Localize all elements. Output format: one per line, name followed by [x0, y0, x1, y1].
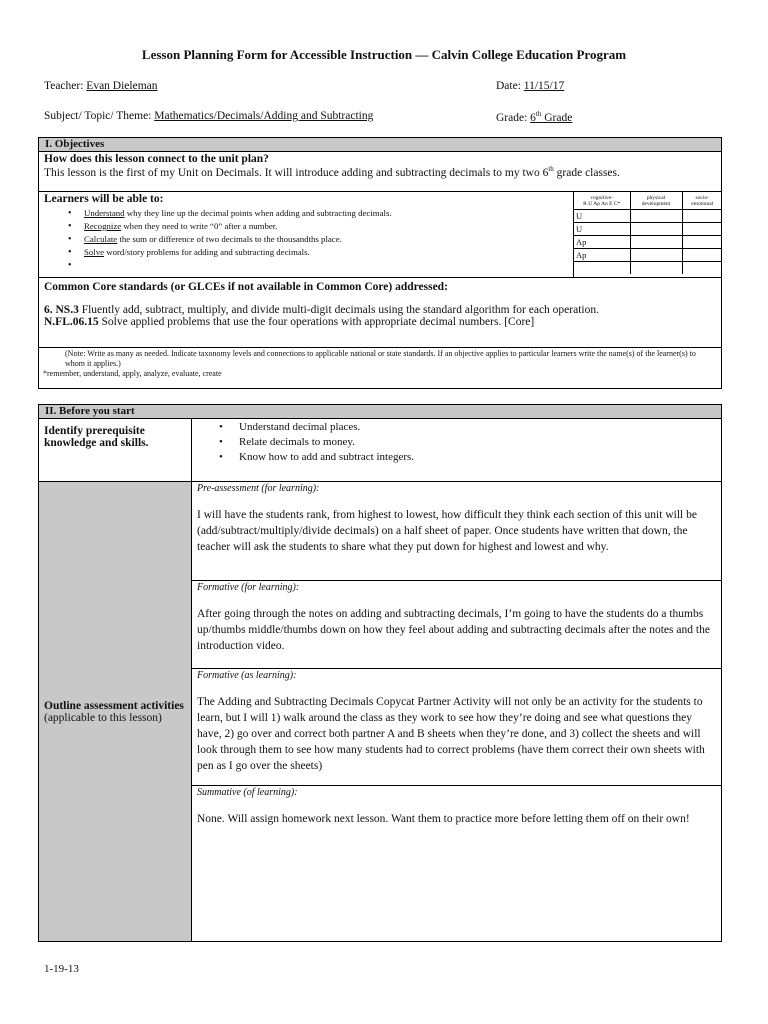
learners-heading: Learners will be able to: — [44, 193, 164, 205]
taxonomy-table — [574, 192, 722, 274]
formative-as-cell — [192, 669, 722, 786]
date-line — [496, 80, 564, 92]
subject-value: Mathematics/Decimals/Adding and Subtracting — [154, 110, 374, 122]
prereq-item: • Relate decimals to money. — [239, 435, 716, 450]
pre-assessment-cell — [192, 482, 722, 581]
unit-connection-cell — [39, 152, 722, 192]
objectives-table — [38, 137, 722, 389]
assessment-label: Outline assessment activities — [44, 699, 184, 712]
teacher-line — [44, 80, 158, 92]
taxonomy-cell — [574, 192, 722, 278]
taxonomy-value: Ap — [574, 236, 630, 249]
objective-item: • Understand why they line up the decimal points when adding and subtracting decimals. — [84, 207, 568, 220]
taxonomy-value: Ap — [574, 249, 630, 262]
objective-item: • Recognize when they need to write “0” after a number. — [84, 220, 568, 233]
objective-item: • Solve word/story problems for adding and subtracting decimals. — [84, 246, 568, 259]
summative-cell — [192, 786, 722, 942]
objectives-note: (Note: Write as many as needed. Indicate taxonomy levels and connections to applicable national or state standards. If an objective applies to particular learners write the name(s) of the learner(s) to whom it applies.) — [65, 349, 696, 368]
subject-label: Subject/ Topic/ Theme: — [44, 110, 152, 122]
assessment-sublabel: (applicable to this lesson) — [44, 711, 162, 724]
prereq-label-cell — [39, 419, 192, 482]
date-value: 11/15/17 — [523, 80, 565, 92]
pre-assessment-text: I will have the students rank, from highest to lowest, how difficult they think each section of this unit will be (add/subtract/multiply/divide decimals) on a half sheet of paper. Once students have written that down, the teacher will ask the students to share what they put down for highest and lowest and why. — [197, 509, 697, 553]
prereq-item: • Understand decimal places. — [239, 420, 716, 435]
taxonomy-footnote: *remember, understand, apply, analyze, evaluate, create — [43, 369, 222, 378]
prereq-label: Identify prerequisite knowledge and skills. — [44, 425, 149, 449]
standard-item: 6. NS.3 Fluently add, subtract, multiply, and divide multi-digit decimals using the standard algorithm for each operation. — [44, 304, 599, 316]
formative-for-cell — [192, 581, 722, 669]
assessment-label-cell — [39, 482, 192, 942]
before-header: II. Before you start — [39, 405, 722, 419]
prereq-item: • Know how to add and subtract integers. — [239, 450, 716, 465]
prereq-list — [197, 420, 716, 465]
taxonomy-value: U — [574, 223, 630, 236]
taxonomy-value: U — [574, 210, 630, 223]
formative-as-text: The Adding and Subtracting Decimals Copycat Partner Activity will not only be an activity for the students to learn, but I will 1) walk around the class as they work to see how they’re doing and see what questions they have, 2) go over and correct both partner A and B sheets when they’re done, and 3) collect the sheets and will look through them to see how many students had to correct problems (have them correct their own sheets with pen as I go over the sheets) — [197, 696, 705, 772]
formative-as-label: Formative (as learning): — [197, 670, 297, 681]
grade-value: 6th Grade — [530, 110, 573, 124]
learners-cell — [39, 192, 574, 278]
subject-line — [44, 110, 373, 122]
grade-line — [496, 110, 572, 124]
standards-heading: Common Core standards (or GLCEs if not available in Common Core) addressed: — [44, 281, 448, 293]
taxonomy-header-physical: physical development — [630, 192, 682, 210]
date-label: Date: — [496, 80, 521, 92]
taxonomy-value — [574, 262, 630, 275]
unit-connection-question: How does this lesson connect to the unit plan? — [44, 153, 269, 165]
formative-for-label: Formative (for learning): — [197, 582, 300, 593]
prereq-cell — [192, 419, 722, 482]
teacher-value: Evan Dieleman — [86, 80, 158, 92]
form-title: Lesson Planning Form for Accessible Instruction — Calvin College Education Program — [141, 47, 627, 62]
objectives-header: I. Objectives — [39, 138, 722, 152]
summative-text: None. Will assign homework next lesson. Want them to practice more before letting them off on their own! — [197, 813, 690, 825]
pre-assessment-label: Pre-assessment (for learning): — [197, 483, 320, 494]
standards-cell — [39, 278, 722, 348]
objectives-list — [44, 207, 568, 259]
grade-label: Grade: — [496, 111, 528, 124]
taxonomy-header-socio: socio- emotional — [682, 192, 722, 210]
standard-item: N.FL.06.15 Solve applied problems that use the four operations with appropriate decimal numbers. [Core] — [44, 316, 535, 328]
before-table — [38, 404, 722, 942]
summative-label: Summative (of learning): — [197, 787, 298, 798]
taxonomy-header-cognitive: cognitive- R U Ap An E C* — [574, 192, 630, 210]
unit-connection-answer: This lesson is the first of my Unit on Decimals. It will introduce adding and subtracting decimals to my two 6th grade classes. — [44, 165, 620, 179]
footer-date: 1-19-13 — [44, 963, 79, 975]
teacher-label: Teacher: — [44, 80, 84, 92]
objective-item: • Calculate the sum or difference of two decimals to the thousandths place. — [84, 233, 568, 246]
formative-for-text: After going through the notes on adding and subtracting decimals, I’m going to have the students do a thumbs up/thumbs middle/thumbs down on how they feel about adding and subtracting decimals after the notes and the introduction video. — [197, 608, 710, 652]
notes-cell — [39, 348, 722, 389]
